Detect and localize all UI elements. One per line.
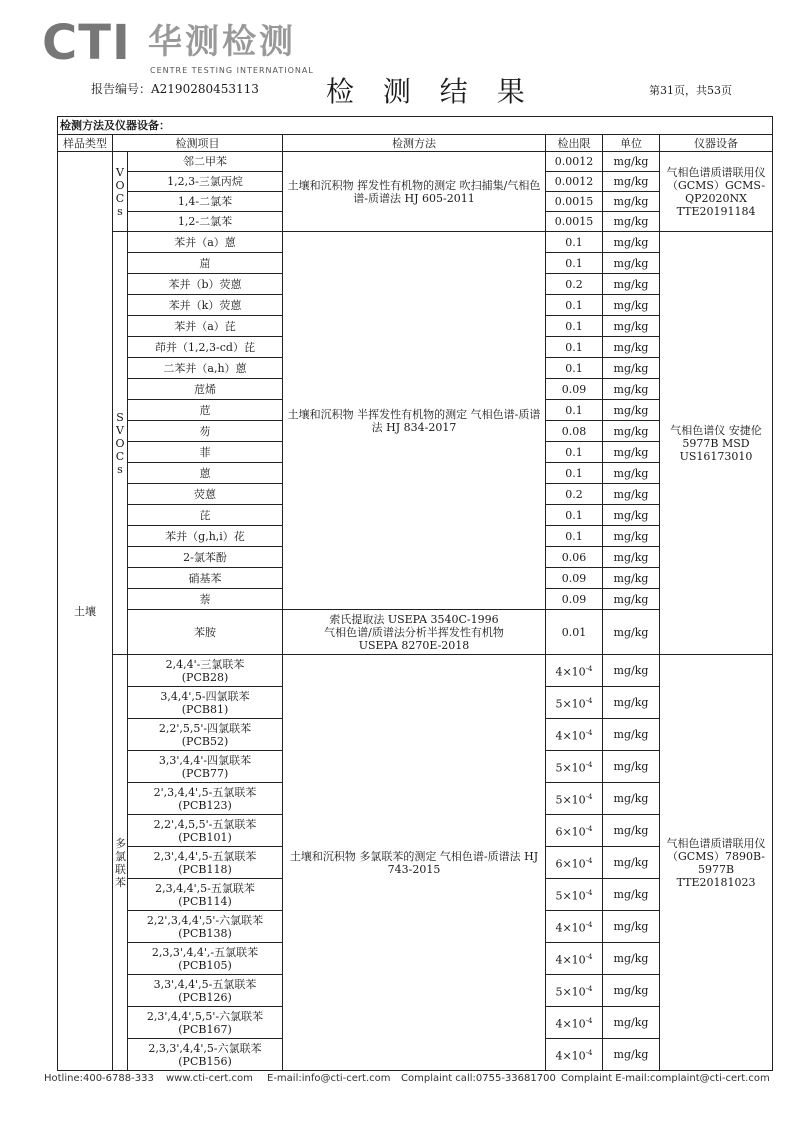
detection-limit: 0.0015 — [546, 212, 603, 232]
unit: mg/kg — [603, 975, 660, 1007]
limit-base: 5×10 — [555, 761, 586, 775]
limit-exponent: -4 — [585, 984, 593, 993]
detection-limit: 0.1 — [546, 358, 603, 379]
compound-code: (PCB138) — [178, 926, 232, 940]
test-item: 二苯并（a,h）蒽 — [128, 358, 283, 379]
compound-name: 2,3,4,4',5-五氯联苯 — [155, 881, 255, 895]
detection-limit — [546, 975, 603, 1007]
test-method: 土壤和沉积物 挥发性有机物的测定 吹扫捕集/气相色谱-质谱法 HJ 605-2011 — [283, 152, 546, 232]
unit: mg/kg — [603, 526, 660, 547]
test-item: 苯并（b）荧蒽 — [128, 274, 283, 295]
limit-exponent: -4 — [585, 824, 593, 833]
test-item — [128, 847, 283, 879]
detection-limit: 0.0012 — [546, 152, 603, 172]
unit: mg/kg — [603, 316, 660, 337]
limit-exponent: -4 — [585, 856, 593, 865]
equipment: 气相色谱质谱联用仪（GCMS）GCMS-QP2020NX TTE20191184 — [660, 152, 773, 232]
limit-base: 4×10 — [555, 665, 586, 679]
unit: mg/kg — [603, 463, 660, 484]
compound-code: (PCB156) — [178, 1054, 232, 1068]
column-header: 样品类型 — [58, 135, 113, 152]
test-item — [128, 719, 283, 751]
page-header — [0, 0, 800, 110]
results-table — [57, 116, 773, 1071]
unit: mg/kg — [603, 212, 660, 232]
limit-exponent: -4 — [585, 1048, 593, 1057]
limit-base: 4×10 — [555, 953, 586, 967]
detection-limit: 0.0012 — [546, 172, 603, 192]
section-title: 检测方法及仪器设备： — [58, 117, 773, 135]
test-item: 1,2-二氯苯 — [128, 212, 283, 232]
unit: mg/kg — [603, 547, 660, 568]
detection-limit: 0.1 — [546, 505, 603, 526]
limit-base: 4×10 — [555, 1049, 586, 1063]
column-header: 检测方法 — [283, 135, 546, 152]
test-item: 苊 — [128, 400, 283, 421]
method-line: 索氏提取法 USEPA 3540C-1996 — [329, 612, 499, 626]
detection-limit: 0.2 — [546, 274, 603, 295]
unit: mg/kg — [603, 358, 660, 379]
compound-code: (PCB105) — [178, 958, 232, 972]
detection-limit — [546, 687, 603, 719]
compound-name: 3,3',4,4',5-五氯联苯 — [153, 977, 257, 991]
unit: mg/kg — [603, 442, 660, 463]
limit-exponent: -4 — [585, 1016, 593, 1025]
detection-limit — [546, 719, 603, 751]
table-row — [58, 232, 773, 253]
unit: mg/kg — [603, 274, 660, 295]
test-item: 苯胺 — [128, 610, 283, 655]
compound-name: 3,4,4',5-四氯联苯 — [160, 689, 250, 703]
unit: mg/kg — [603, 879, 660, 911]
detection-limit: 0.1 — [546, 316, 603, 337]
limit-base: 6×10 — [555, 825, 586, 839]
test-item: 1,2,3-三氯丙烷 — [128, 172, 283, 192]
detection-limit: 0.1 — [546, 400, 603, 421]
page-title: 检 测 结 果 — [326, 75, 535, 108]
compound-code: (PCB52) — [181, 734, 229, 748]
category-vocs: V O C s — [113, 152, 128, 232]
column-header: 检测项目 — [113, 135, 283, 152]
detection-limit: 0.0015 — [546, 192, 603, 212]
test-item: 荧蒽 — [128, 484, 283, 505]
compound-name: 2,2',5,5'-四氯联苯 — [158, 721, 252, 735]
detection-limit — [546, 655, 603, 687]
unit: mg/kg — [603, 943, 660, 975]
company-logo-en: CENTRE TESTING INTERNATIONAL — [150, 66, 314, 75]
compound-code: (PCB28) — [181, 670, 229, 684]
detection-limit: 0.1 — [546, 295, 603, 316]
test-item: 芘 — [128, 505, 283, 526]
test-item: 苯并（a）蒽 — [128, 232, 283, 253]
test-item — [128, 1007, 283, 1039]
method-line: 气相色谱/质谱法分析半挥发性有机物 — [324, 625, 504, 639]
test-item: 菲 — [128, 442, 283, 463]
test-item — [128, 911, 283, 943]
test-item — [128, 783, 283, 815]
detection-limit: 0.1 — [546, 526, 603, 547]
unit: mg/kg — [603, 815, 660, 847]
compound-name: 2',3,4,4',5-五氯联苯 — [153, 785, 257, 799]
report-number: 报告编号：A2190280453113 — [91, 82, 259, 96]
unit: mg/kg — [603, 1007, 660, 1039]
compound-name: 2,3',4,4',5-五氯联苯 — [153, 849, 257, 863]
test-item — [128, 975, 283, 1007]
detection-limit: 0.09 — [546, 568, 603, 589]
equipment: 气相色谱仪 安捷伦5977B MSD US16173010 — [660, 232, 773, 655]
page-number: 第31页，共53页 — [649, 84, 732, 97]
company-logo: CTI — [42, 15, 131, 71]
unit: mg/kg — [603, 253, 660, 274]
unit: mg/kg — [603, 421, 660, 442]
test-item: 萘 — [128, 589, 283, 610]
detection-limit — [546, 847, 603, 879]
compound-code: (PCB114) — [178, 894, 232, 908]
unit: mg/kg — [603, 589, 660, 610]
limit-base: 6×10 — [555, 857, 586, 871]
column-header: 单位 — [603, 135, 660, 152]
detection-limit — [546, 879, 603, 911]
test-item — [128, 751, 283, 783]
table-row — [58, 152, 773, 172]
limit-base: 4×10 — [555, 921, 586, 935]
table-row — [58, 655, 773, 687]
unit: mg/kg — [603, 232, 660, 253]
footer-website: www.cti-cert.com — [166, 1073, 253, 1084]
limit-exponent: -4 — [585, 696, 593, 705]
limit-base: 5×10 — [555, 793, 586, 807]
test-item — [128, 655, 283, 687]
detection-limit: 0.1 — [546, 463, 603, 484]
footer-email: E-mail:info@cti-cert.com — [267, 1073, 391, 1084]
compound-name: 2,2',4,5,5'-五氯联苯 — [153, 817, 257, 831]
compound-code: (PCB167) — [178, 1022, 232, 1036]
unit: mg/kg — [603, 847, 660, 879]
test-item — [128, 943, 283, 975]
category-pcbs: 多 氯 联 苯 — [113, 655, 128, 1071]
compound-name: 2,4,4'-三氯联苯 — [165, 657, 245, 671]
test-method: 土壤和沉积物 半挥发性有机物的测定 气相色谱-质谱法 HJ 834-2017 — [283, 232, 546, 610]
unit: mg/kg — [603, 505, 660, 526]
limit-base: 4×10 — [555, 729, 586, 743]
company-logo-cn: 华测检测 — [148, 22, 296, 62]
detection-limit: 0.1 — [546, 337, 603, 358]
test-item: 䓛 — [128, 253, 283, 274]
detection-limit: 0.1 — [546, 232, 603, 253]
limit-base: 5×10 — [555, 889, 586, 903]
compound-code: (PCB81) — [181, 702, 229, 716]
limit-base: 5×10 — [555, 985, 586, 999]
detection-limit — [546, 1039, 603, 1071]
unit: mg/kg — [603, 655, 660, 687]
detection-limit: 0.06 — [546, 547, 603, 568]
compound-name: 2,2',3,4,4',5'-六氯联苯 — [146, 913, 264, 927]
test-item — [128, 687, 283, 719]
test-item: 2-氯苯酚 — [128, 547, 283, 568]
compound-name: 2,3,3',4,4',5-六氯联苯 — [148, 1041, 262, 1055]
category-svocs: S V O C s — [113, 232, 128, 655]
test-item: 苊烯 — [128, 379, 283, 400]
detection-limit: 0.2 — [546, 484, 603, 505]
detection-limit — [546, 815, 603, 847]
test-item — [128, 815, 283, 847]
limit-exponent: -4 — [585, 728, 593, 737]
unit: mg/kg — [603, 568, 660, 589]
detection-limit: 0.09 — [546, 589, 603, 610]
unit: mg/kg — [603, 152, 660, 172]
detection-limit — [546, 751, 603, 783]
test-item — [128, 879, 283, 911]
limit-base: 5×10 — [555, 697, 586, 711]
unit: mg/kg — [603, 295, 660, 316]
unit: mg/kg — [603, 783, 660, 815]
detection-limit: 0.1 — [546, 442, 603, 463]
unit: mg/kg — [603, 379, 660, 400]
test-item — [128, 1039, 283, 1071]
detection-limit — [546, 943, 603, 975]
sample-type-cell: 土壤 — [58, 152, 113, 1071]
limit-exponent: -4 — [585, 888, 593, 897]
limit-exponent: -4 — [585, 920, 593, 929]
detection-limit: 0.1 — [546, 253, 603, 274]
compound-code: (PCB118) — [178, 862, 232, 876]
limit-exponent: -4 — [585, 952, 593, 961]
detection-limit: 0.09 — [546, 379, 603, 400]
test-method: 土壤和沉积物 多氯联苯的测定 气相色谱-质谱法 HJ 743-2015 — [283, 655, 546, 1071]
limit-exponent: -4 — [585, 664, 593, 673]
detection-limit — [546, 783, 603, 815]
unit: mg/kg — [603, 610, 660, 655]
detection-limit: 0.08 — [546, 421, 603, 442]
test-item: 苯并（a）芘 — [128, 316, 283, 337]
method-line: USEPA 8270E-2018 — [358, 638, 470, 652]
footer-complaint-call: Complaint call:0755-33681700 — [401, 1073, 556, 1084]
test-method — [283, 610, 546, 655]
limit-base: 4×10 — [555, 1017, 586, 1031]
compound-code: (PCB77) — [181, 766, 229, 780]
unit: mg/kg — [603, 337, 660, 358]
unit: mg/kg — [603, 484, 660, 505]
detection-limit — [546, 1007, 603, 1039]
test-item: 茚并（1,2,3-cd）芘 — [128, 337, 283, 358]
test-item: 邻二甲苯 — [128, 152, 283, 172]
test-item: 苯并（g,h,i）花 — [128, 526, 283, 547]
test-item: 蒽 — [128, 463, 283, 484]
detection-limit — [546, 911, 603, 943]
test-item: 苯并（k）荧蒽 — [128, 295, 283, 316]
compound-name: 2,3,3',4,4',-五氯联苯 — [151, 945, 259, 959]
column-header: 仪器设备 — [660, 135, 773, 152]
table-header-row — [58, 135, 773, 152]
detection-limit: 0.01 — [546, 610, 603, 655]
compound-code: (PCB126) — [178, 990, 232, 1004]
column-header: 检出限 — [546, 135, 603, 152]
unit: mg/kg — [603, 687, 660, 719]
limit-exponent: -4 — [585, 792, 593, 801]
footer-complaint-email: Complaint E-mail:complaint@cti-cert.com — [561, 1073, 770, 1084]
compound-code: (PCB123) — [178, 798, 232, 812]
equipment: 气相色谱质谱联用仪（GCMS）7890B-5977B TTE20181023 — [660, 655, 773, 1071]
unit: mg/kg — [603, 1039, 660, 1071]
unit: mg/kg — [603, 172, 660, 192]
footer-hotline: Hotline:400-6788-333 — [44, 1073, 154, 1084]
test-item: 芴 — [128, 421, 283, 442]
unit: mg/kg — [603, 400, 660, 421]
limit-exponent: -4 — [585, 760, 593, 769]
compound-code: (PCB101) — [178, 830, 232, 844]
compound-name: 2,3',4,4',5,5'-六氯联苯 — [146, 1009, 264, 1023]
test-item: 硝基苯 — [128, 568, 283, 589]
unit: mg/kg — [603, 911, 660, 943]
unit: mg/kg — [603, 751, 660, 783]
unit: mg/kg — [603, 192, 660, 212]
unit: mg/kg — [603, 719, 660, 751]
test-item: 1,4-二氯苯 — [128, 192, 283, 212]
compound-name: 3,3',4,4'-四氯联苯 — [158, 753, 252, 767]
